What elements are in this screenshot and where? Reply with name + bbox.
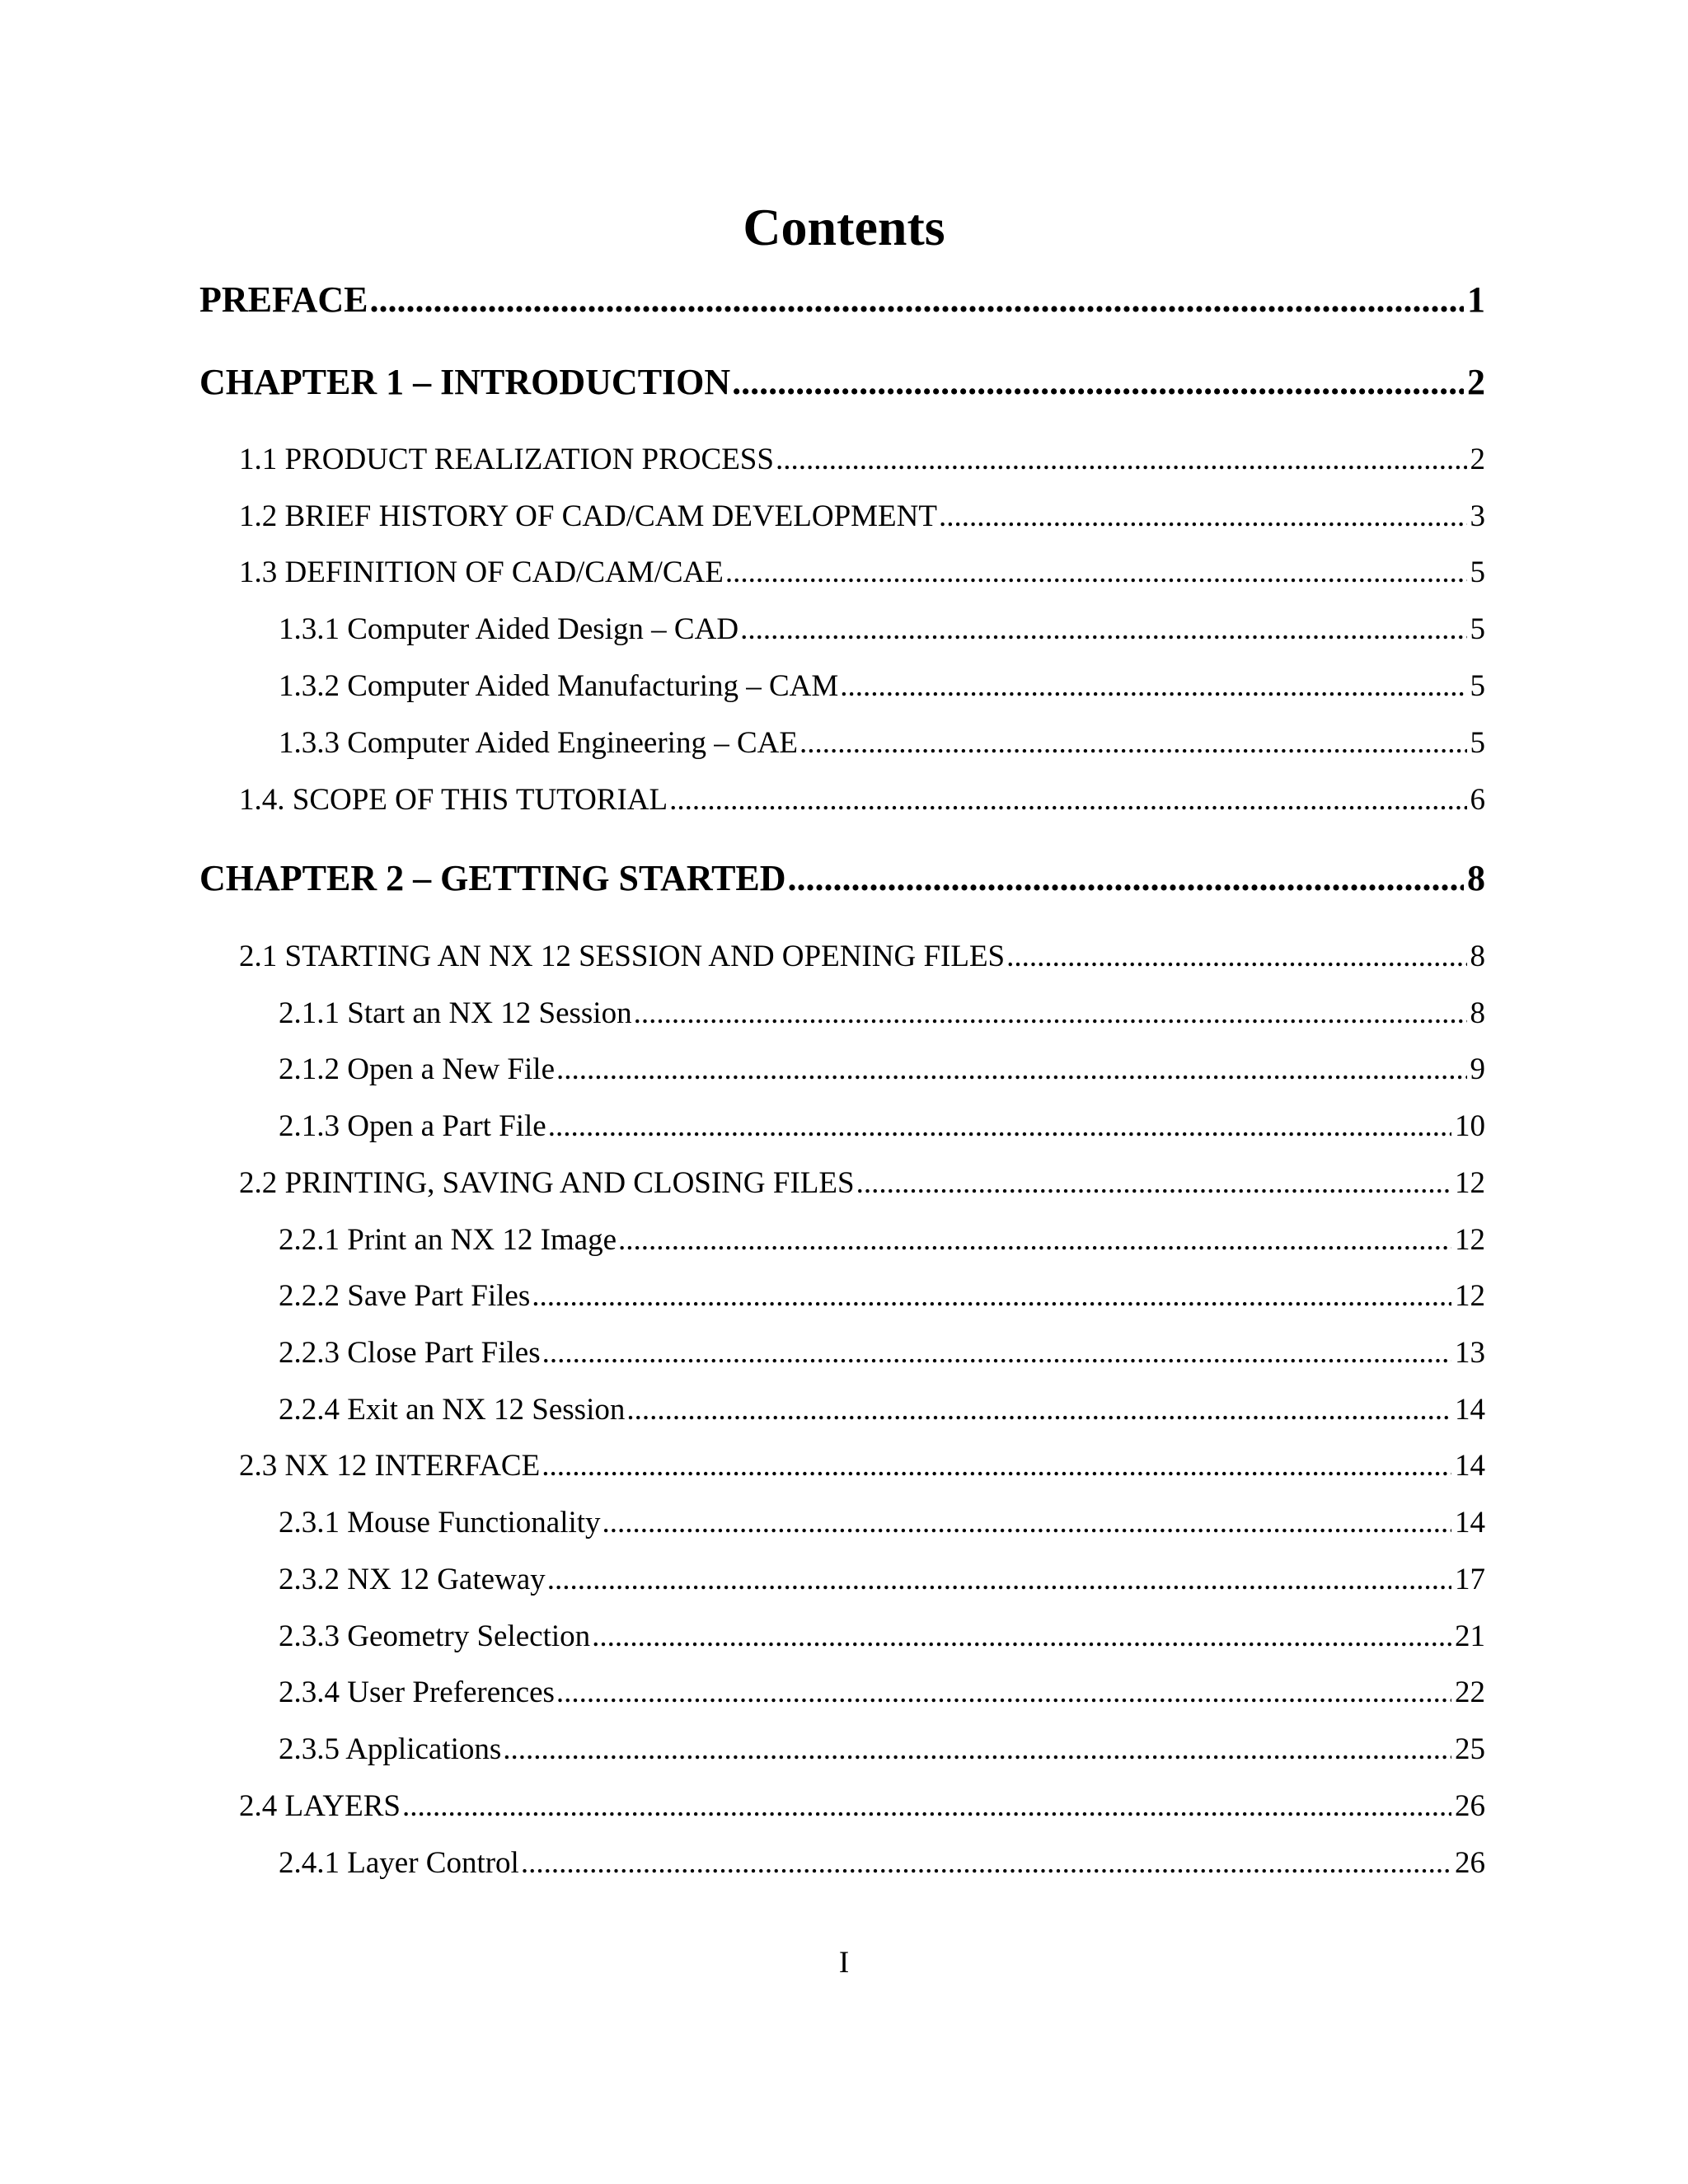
toc-entry-1-4[interactable] — [239, 780, 1485, 820]
toc-entry-1-2[interactable] — [239, 497, 1485, 537]
toc-entry-label: 2.4.1 Layer Control — [279, 1846, 519, 1880]
dot-leader — [556, 1050, 1467, 1090]
page-title: Contents — [743, 198, 945, 256]
toc-entry-page: 14 — [1455, 1393, 1485, 1427]
toc-entry-page: 5 — [1470, 726, 1485, 760]
dot-leader — [532, 1277, 1451, 1316]
toc-entry-label: 2.3.1 Mouse Functionality — [279, 1506, 601, 1540]
dot-leader — [725, 553, 1467, 593]
toc-entry-label: 2.2.2 Save Part Files — [279, 1279, 531, 1313]
dot-leader — [402, 1787, 1451, 1826]
toc-entry-page: 1 — [1467, 279, 1485, 320]
toc-entry-page: 14 — [1455, 1506, 1485, 1540]
toc-entry-page: 9 — [1470, 1052, 1485, 1086]
toc-entry-2-3-5[interactable] — [279, 1730, 1485, 1769]
toc-entry-page: 2 — [1470, 443, 1485, 476]
toc-entry-page: 8 — [1470, 940, 1485, 973]
toc-entry-page: 12 — [1455, 1279, 1485, 1313]
toc-entry-page: 21 — [1455, 1619, 1485, 1653]
toc-entry-2-1-1[interactable] — [279, 994, 1485, 1033]
toc-entry-2-2-4[interactable] — [279, 1390, 1485, 1430]
toc-entry-1-3-2[interactable] — [279, 667, 1485, 706]
toc-entry-page: 5 — [1470, 669, 1485, 703]
toc-entry-2-1-2[interactable] — [279, 1050, 1485, 1090]
toc-entry-page: 6 — [1470, 783, 1485, 817]
toc-entry-page: 8 — [1467, 858, 1485, 898]
dot-leader — [521, 1844, 1451, 1883]
toc-entry-label: 1.2 BRIEF HISTORY OF CAD/CAM DEVELOPMENT — [239, 499, 937, 533]
toc-entry-2-2-1[interactable] — [279, 1221, 1485, 1260]
dot-leader — [548, 1107, 1451, 1146]
dot-leader — [799, 724, 1467, 763]
toc-entry-label: CHAPTER 1 – INTRODUCTION — [199, 362, 731, 402]
toc-entry-label: 2.2.3 Close Part Files — [279, 1336, 541, 1370]
toc-entry-page: 12 — [1455, 1166, 1485, 1200]
dot-leader — [626, 1390, 1451, 1430]
toc-entry-1-3-1[interactable] — [279, 610, 1485, 649]
toc-entry-label: 1.3.3 Computer Aided Engineering – CAE — [279, 726, 798, 760]
toc-entry-label: 2.1.3 Open a Part File — [279, 1109, 546, 1143]
dot-leader — [370, 277, 1464, 323]
toc-entry-page: 5 — [1470, 612, 1485, 646]
toc-entry-preface[interactable] — [199, 277, 1485, 323]
toc-entry-label: 1.3.2 Computer Aided Manufacturing – CAM — [279, 669, 839, 703]
toc-entry-label: 2.3.3 Geometry Selection — [279, 1619, 591, 1653]
dot-leader — [939, 497, 1467, 537]
toc-entry-label: 2.2.4 Exit an NX 12 Session — [279, 1393, 626, 1427]
toc-entry-label: 2.2.1 Print an NX 12 Image — [279, 1223, 617, 1257]
dot-leader — [776, 440, 1467, 480]
dot-leader — [856, 1164, 1451, 1203]
dot-leader — [740, 610, 1466, 649]
dot-leader — [542, 1446, 1451, 1486]
toc-entry-page: 14 — [1455, 1449, 1485, 1483]
toc-entry-2-2[interactable] — [239, 1164, 1485, 1203]
toc-entry-page: 22 — [1455, 1675, 1485, 1709]
toc-entry-label: 2.2 PRINTING, SAVING AND CLOSING FILES — [239, 1166, 855, 1200]
dot-leader — [556, 1673, 1451, 1713]
toc-entry-label: 1.3.1 Computer Aided Design – CAD — [279, 612, 739, 646]
page-number: I — [838, 1946, 850, 1980]
dot-leader — [542, 1333, 1451, 1373]
toc-entry-label: 2.3.2 NX 12 Gateway — [279, 1563, 546, 1596]
toc-entry-1-1[interactable] — [239, 440, 1485, 480]
toc-entry-label: 2.3.4 User Preferences — [279, 1675, 555, 1709]
toc-entry-2-3-4[interactable] — [279, 1673, 1485, 1713]
toc-entry-page: 26 — [1455, 1846, 1485, 1880]
toc-entry-2-3-1[interactable] — [279, 1503, 1485, 1543]
dot-leader — [669, 780, 1466, 820]
toc-entry-2-2-2[interactable] — [279, 1277, 1485, 1316]
toc-entry-2-3[interactable] — [239, 1446, 1485, 1486]
toc-entry-2-3-3[interactable] — [279, 1617, 1485, 1657]
dot-leader — [634, 994, 1467, 1033]
dot-leader — [603, 1503, 1451, 1543]
toc-entry-page: 5 — [1470, 555, 1485, 589]
toc-entry-label: CHAPTER 2 – GETTING STARTED — [199, 858, 786, 898]
toc-entry-1-3[interactable] — [239, 553, 1485, 593]
toc-entry-label: 1.3 DEFINITION OF CAD/CAM/CAE — [239, 555, 724, 589]
toc-entry-2-2-3[interactable] — [279, 1333, 1485, 1373]
toc-entry-label: 2.3.5 Applications — [279, 1732, 502, 1766]
toc-entry-page: 10 — [1455, 1109, 1485, 1143]
toc-entry-2-4-1[interactable] — [279, 1844, 1485, 1883]
toc-entry-label: 2.1.2 Open a New File — [279, 1052, 555, 1086]
dot-leader — [618, 1221, 1451, 1260]
toc-entry-2-1-3[interactable] — [279, 1107, 1485, 1146]
dot-leader — [592, 1617, 1451, 1657]
toc-entry-page: 8 — [1470, 996, 1485, 1030]
toc-entry-label: 1.4. SCOPE OF THIS TUTORIAL — [239, 783, 668, 817]
dot-leader — [732, 359, 1464, 405]
toc-entry-2-3-2[interactable] — [279, 1560, 1485, 1600]
dot-leader — [840, 667, 1466, 706]
dot-leader — [788, 855, 1464, 902]
toc-entry-chapter-1[interactable] — [199, 359, 1485, 405]
dot-leader — [503, 1730, 1451, 1769]
toc-entry-label: 2.4 LAYERS — [239, 1789, 401, 1823]
dot-leader — [1006, 937, 1466, 977]
toc-entry-page: 17 — [1455, 1563, 1485, 1596]
toc-entry-chapter-2[interactable] — [199, 855, 1485, 902]
toc-entry-label: 2.1.1 Start an NX 12 Session — [279, 996, 632, 1030]
toc-entry-page: 12 — [1455, 1223, 1485, 1257]
toc-entry-page: 13 — [1455, 1336, 1485, 1370]
toc-entry-label: 2.1 STARTING AN NX 12 SESSION AND OPENING FILES — [239, 940, 1006, 973]
toc-entry-page: 3 — [1470, 499, 1485, 533]
toc-entry-2-4[interactable] — [239, 1787, 1485, 1826]
toc-entry-page: 2 — [1467, 362, 1485, 402]
toc-entry-label: 1.1 PRODUCT REALIZATION PROCESS — [239, 443, 774, 476]
dot-leader — [547, 1560, 1451, 1600]
toc-entry-page: 26 — [1455, 1789, 1485, 1823]
toc-entry-1-3-3[interactable] — [279, 724, 1485, 763]
toc-entry-page: 25 — [1455, 1732, 1485, 1766]
toc-entry-label: PREFACE — [199, 279, 368, 320]
toc-entry-label: 2.3 NX 12 INTERFACE — [239, 1449, 541, 1483]
toc-entry-2-1[interactable] — [239, 937, 1485, 977]
